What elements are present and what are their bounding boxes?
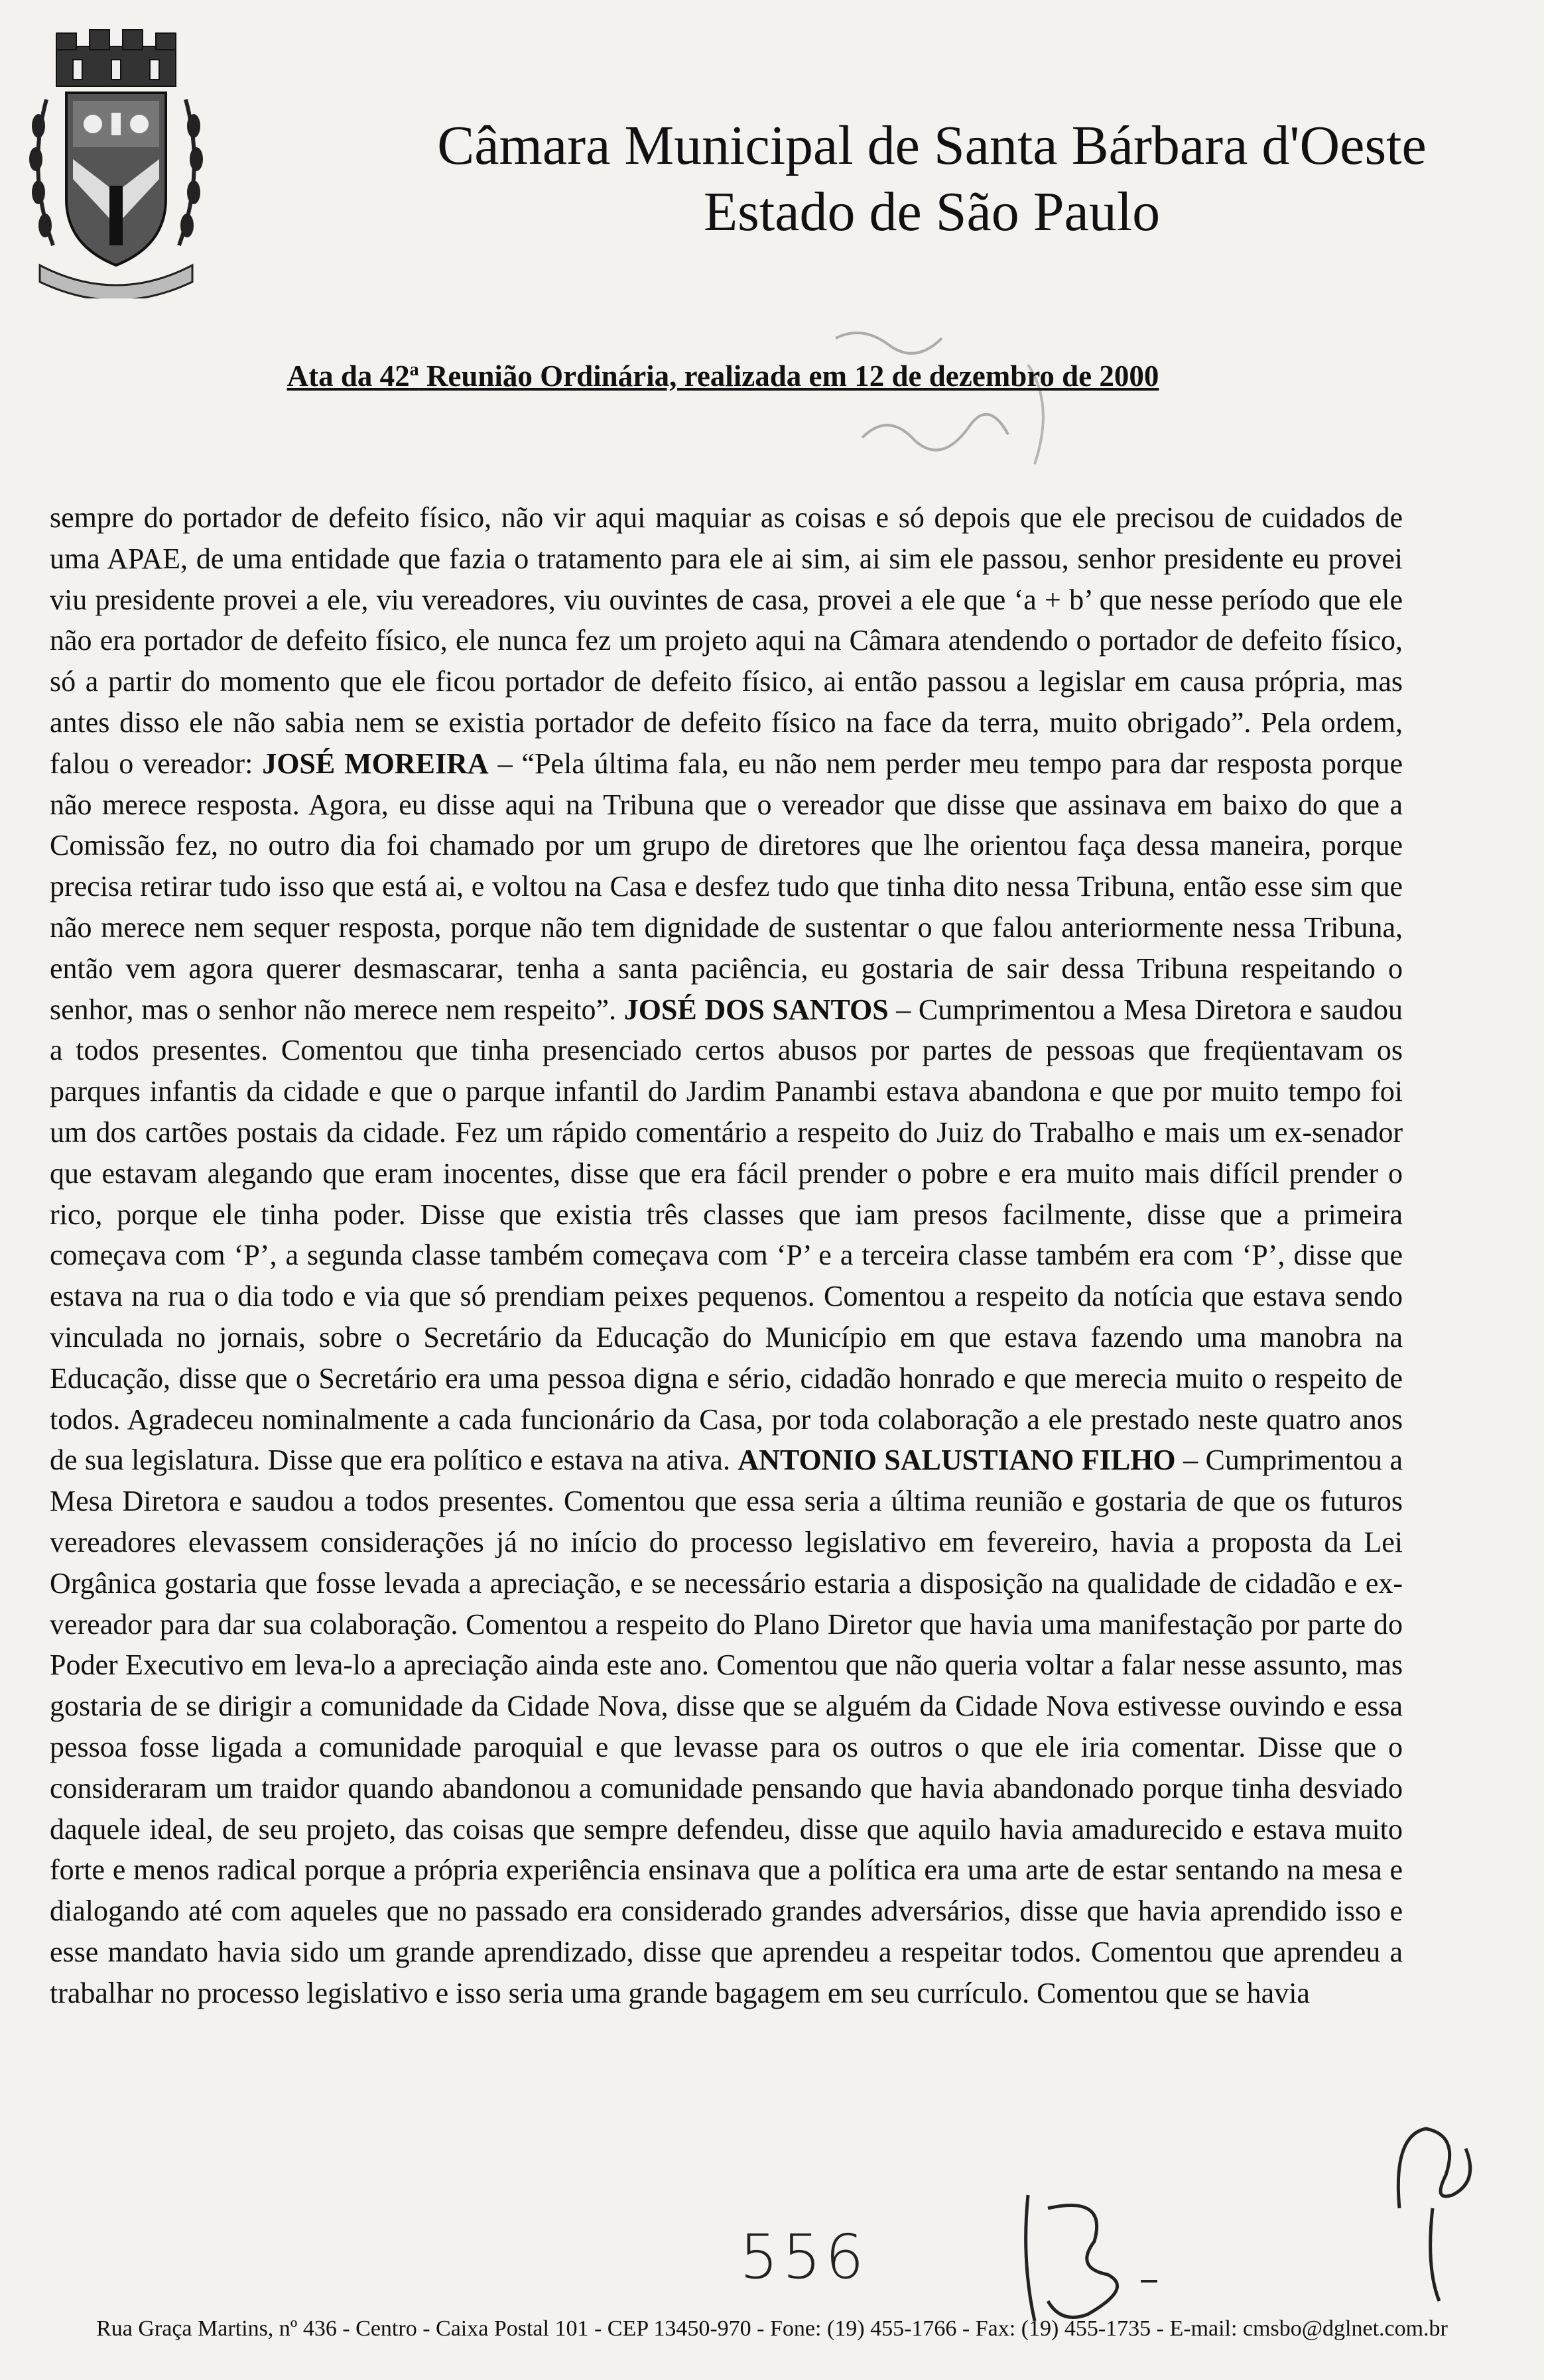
- speaker-name: ANTONIO SALUSTIANO FILHO: [738, 1444, 1176, 1477]
- ribbon: [40, 265, 192, 298]
- mural-crown: [56, 30, 176, 86]
- body-text-part3: – Cumprimentou a Mesa Diretora e saudou a todos presentes. Comentou que tinha presenciado certos abusos por partes de pessoas que freqüentavam os parques infantis da cidade e que o parque infantil do Jardim Panambi estava abandona e que por muito tempo foi um dos cartões postais da cidade. Fez um rápido comentário a respeito do Juiz do Trabalho e mais um ex-senador que estavam alegando que eram inocentes, disse que era fácil prender o pobre e era muito mais difícil prender o rico, porque ele tinha poder. Disse que existia três classes que iam presos facilmente, disse que a primeira começava com ‘P’, a segunda classe também começava com ‘P’ e a terceira classe também era com ‘P’, disse que estava na rua o dia todo e via que só prendiam peixes pequenos. Comentou a respeito da notícia que estava sendo vinculada no jornais, sobre o Secretário da Educação do Município em que estava fazendo uma manobra na Educação, disse que o Secretário era uma pessoa digna e sério, cidadão honrado e que merecia muito o respeito de todos. Agradeceu nominalmente a cada funcionário da Casa, por toda colaboração a ele prestado neste quatro anos de sua legislatura. Disse que era político e estava na ativa.: [50, 993, 1403, 1477]
- state-name: Estado de São Paulo: [703, 181, 1161, 243]
- body-text-part1: sempre do portador de defeito físico, não vir aqui maquiar as coisas e só depois que ele precisou de cuidados de uma APAE, de uma entidade que fazia o tratamento para ele ai sim, ai sim ele passou, senhor presidente eu provei viu presidente provei a ele, viu vereadores, viu ouvintes de casa, provei a ele que ‘a + b’ que nesse período que ele não era portador de defeito físico, ele nunca fez um projeto aqui na Câmara atendendo o portador de defeito físico, só a partir do momento que ele ficou portador de defeito físico, ai então passou a legislar em causa própria, mas antes disso ele não sabia nem se existia portador de defeito físico na face da terra, muito obrigado”. Pela ordem, falou o vereador:: [50, 501, 1403, 780]
- minute-title-ordinal: a: [409, 359, 419, 380]
- body-text-part2: – “Pela última fala, eu não nem perder meu tempo para dar resposta porque não merece resposta. Agora, eu disse aqui na Tribuna que o vereador que disse que assinava em baixo do que a Comissão fez, no outro dia foi chamado por um grupo de diretores que lhe orientou faça dessa maneira, porque precisa retirar tudo isso que está ai, e voltou na Casa e desfez tudo que tinha dito nessa Tribuna, então esse sim que não merece nem sequer resposta, porque não tem dignidade de sustentar o que falou anteriormente nessa Tribuna, então vem agora querer desmascarar, tenha a santa paciência, eu gostaria de sair dessa Tribuna respeitando o senhor, mas o senhor não merece nem respeito”.: [50, 747, 1403, 1026]
- minute-body: [50, 497, 1403, 2013]
- minute-title-prefix: Ata da 42: [287, 359, 410, 393]
- initials-signature: [809, 312, 1088, 484]
- coat-of-arms-logo: [27, 27, 206, 298]
- signature-initials: [1008, 2182, 1167, 2334]
- speaker-name: JOSÉ DOS SANTOS: [623, 993, 889, 1026]
- minute-title-suffix: Reunião Ordinária, realizada em 12 de dezembro de 2000: [418, 359, 1159, 393]
- page-number: 556: [740, 2222, 868, 2292]
- footer-address: Rua Graça Martins, nº 436 - Centro - Caixa Postal 101 - CEP 13450-970 - Fone: (19) 455-1766 - Fax: (19) 455-1735 - E-mail: cmsbo@dglnet.com.br: [96, 2316, 1448, 2341]
- signature-flourish: [1386, 2109, 1486, 2308]
- institution-name: Câmara Municipal de Santa Bárbara d'Oeste: [437, 115, 1427, 176]
- body-text-part4: – Cumprimentou a Mesa Diretora e saudou a todos presentes. Comentou que essa seria a última reunião e gostaria de que os futuros vereadores elevassem considerações já no início do processo legislativo em fevereiro, havia a proposta da Lei Orgânica gostaria que fosse levada a apreciação, e se necessário estaria a disposição na qualidade de cidadão e ex-vereador para dar sua colaboração. Comentou a respeito do Plano Diretor que havia uma manifestação por parte do Poder Executivo em leva-lo a apreciação ainda este ano. Comentou que não queria voltar a falar nesse assunto, mas gostaria de se dirigir a comunidade da Cidade Nova, disse que se alguém da Cidade Nova estivesse ouvindo e essa pessoa fosse ligada a comunidade paroquial e que levasse para os outros o que ele iria comentar. Disse que o consideraram um traidor quando abandonou a comunidade pensando que havia abandonado porque tinha desviado daquele ideal, de seu projeto, das coisas que sempre defendeu, disse que aquilo havia amadurecido e estava muito forte e menos radical porque a própria experiência ensinava que a política era uma arte de estar sentando na mesa e dialogando até com aqueles que no passado era considerado grandes adversários, disse que havia aprendido isso e esse mandato havia sido um grande aprendizado, disse que aprendeu a respeitar todos. Comentou que aprendeu a trabalhar no processo legislativo e isso seria uma grande bagagem em seu currículo. Comentou que se havia: [50, 1444, 1403, 2009]
- letterhead: [371, 113, 1492, 245]
- speaker-name: JOSÉ MOREIRA: [262, 747, 489, 780]
